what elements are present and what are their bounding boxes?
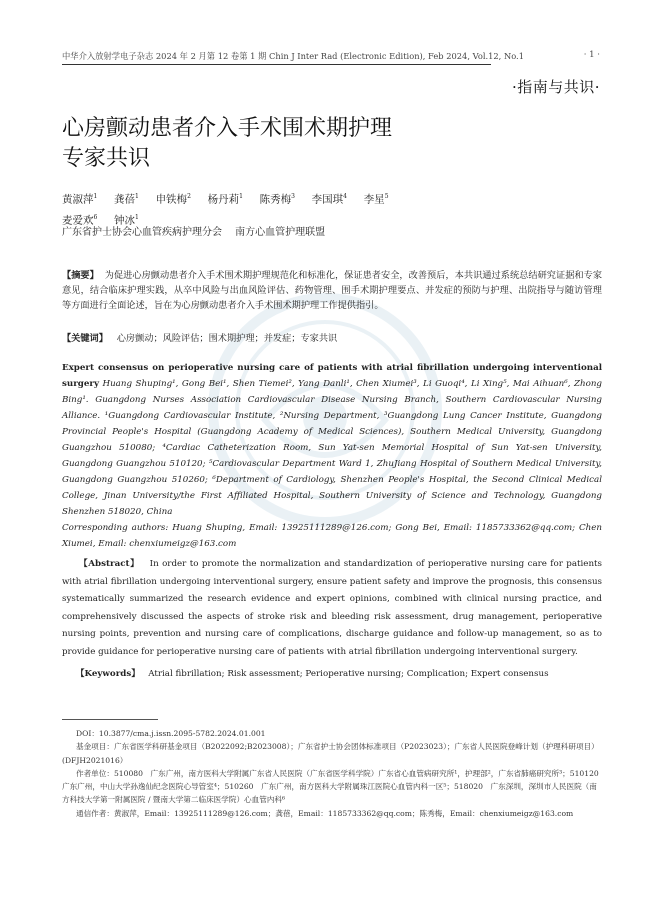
header-rule [62,64,491,65]
keywords-cn-label: 【关键词】 [62,333,108,344]
title-line-2: 专家共识 [62,146,151,171]
english-affiliation-org: Guangdong Nurses Association Cardiovascular Disease Nursing Branch, Southern Cardiovascular Nursing Alliance. [62,395,602,421]
page-number: · 1 · [583,50,600,60]
footnote-funding: 基金项目：广东省医学科研基金项目（B2022092;B2023008）；广东省护士协会团体标准项目（P2023023）；广东省人民医院登峰计划（护理科研项目）(DFJH2021016） [62,742,599,765]
abstract-en-label: 【Abstract】 [78,559,140,569]
abstract-en [62,556,602,661]
article-title [62,114,392,174]
author-sup: 5 [384,193,389,200]
english-authors: Huang Shuping¹, Gong Bei¹, Shen Tiemei², Yang Danli¹, Chen Xiumei³, Li Guoqi⁴, Li Xing⁵, Mai Aihuan⁶, Zhong Bing¹. [62,379,602,405]
journal-header: 中华介入放射学电子杂志 2024 年 2 月第 12 卷第 1 期 Chin J Inter Rad (Electronic Edition), Feb 2024, Vol.12, No.1 [62,51,524,61]
english-title-part1: Expert consensus on perioperative nursing care of patients with atrial fibrillation undergoing [62,363,530,373]
corresponding-authors: Corresponding authors: Huang Shuping, Email: 13925111289@126.com; Gong Bei, Email: 1185733362@qq.com; Chen Xiumei, Email: chenxiumeigz@163.com [62,523,602,549]
author-name: 龚蓓 [114,193,136,206]
abstract-cn-text: 为促进心房颤动患者介入手术围术期护理规范化和标准化，保证患者安全，改善预后，本共识通过系统总结研究证据和专家意见，结合临床护理实践，从卒中风险与出血风险评估、药物管理、围手术期护理要点、并发症的预防与护理、出院指导与随访管理等方面进行全面论述，旨在为心房颤动患者介入手术围术期护理工作提供指引。 [62,270,603,311]
author-name: 申铁梅 [155,193,188,206]
author-sup: 1 [135,213,139,221]
author-name: 钟冰 [114,214,136,226]
english-title-part2: interventional surgery [62,363,602,389]
author-name: 李国琪 [311,193,344,206]
title-line-1: 心房颤动患者介入手术围术期护理 [62,116,393,141]
author-sup: 1 [93,193,98,200]
author-name: 李星 [363,193,385,206]
abstract-cn-label: 【摘要】 [62,270,99,281]
section-label: ·指南与共识· [511,78,600,96]
author-row-1 [62,188,602,209]
keywords-cn-text: 心房颤动；风险评估；围术期护理；并发症；专家共识 [116,333,338,344]
author-name: 黄淑萍 [62,193,94,206]
author-sup: 1 [239,193,243,200]
footnotes [62,727,607,820]
author-sup: 6 [93,213,98,221]
abstract-cn [62,268,602,313]
english-affiliations: ¹Guangdong Cardiovascular Institute, ²Nursing Department, ³Guangdong Lung Cancer Institute, Guangdong Provincial People's Hospital (Guangdong Academy of Medical Sciences), Southern Medical University, Guangdong Guangzhou 510080; ⁴Cardiac Catheterization Room, Sun Yat-sen Memorial Hospital of Sun Yat-sen University, Guangdong Guangzhou 510120; ⁵Cardiovascular Department Ward 1, ZhuJiang Hospital of Southern Medical University, Guangdong Guangzhou 510260; ⁶Department of Cardiology, Shenzhen People's Hospital, the Second Clinical Medical College, Jinan University/the First Affiliated Hospital, Southern University of Science and Technology, Guangdong Shenzhen 518020, China [62,411,602,517]
author-sup: 4 [343,193,347,200]
keywords-en [62,666,602,683]
author-name: 杨丹莉 [207,193,240,206]
author-sup: 3 [291,193,295,200]
abstract-en-text: In order to promote the normalization and standardization of perioperative nursing care for patients with atrial fibrillation undergoing interventional surgery, ensure patient safety and improve the prognosis, this consensus systematically summarized the research evidence and expert opinions, combined with clinical nursing practice, and comprehensively discussed the aspects of stroke risk and bleeding risk assessment, drug management, perioperative nursing points, prevention and nursing care of complications, discharge guidance and follow-up management, so as to provide guidance for perioperative nursing care of patients with atrial fibrillation undergoing interventional surgery. [62,559,602,657]
author-name: 麦爱欢 [62,214,94,226]
footnote-contact: 通信作者：黄淑萍，Email：13925111289@126.com；龚蓓，Email：1185733362@qq.com；陈秀梅，Email：chenxiumeigz@163.com [76,808,574,818]
keywords-en-text: Atrial fibrillation; Risk assessment; Perioperative nursing; Complication; Expert consensus [148,669,549,679]
author-sup: 2 [187,193,191,200]
keywords-en-label: 【Keywords】 [75,669,140,679]
english-header-block [62,360,602,552]
author-name: 陈秀梅 [259,193,292,206]
keywords-cn [62,330,602,344]
footnote-units: 作者单位：510080 广东广州，南方医科大学附属广东省人民医院（广东省医学科学院）广东省心血管病研究所¹，护理部²，广东省肺癌研究所³；510120 广东广州，中山大学孙逸仙纪念医院心导管室⁴；510260 广东广州，南方医科大学附属珠江医院心血管内科一区⁵；518020 广东深圳，深圳市人民医院（南方科技大学第一附属医院 / 暨南大学第二临床医学院）心血管内科⁶ [62,768,607,805]
author-sup: 1 [135,193,139,200]
author-organizations: 广东省护士协会心血管疾病护理分会 南方心血管护理联盟 [62,227,326,238]
footnote-doi: DOI：10.3877/cma.j.issn.2095-5782.2024.01.001 [76,729,266,738]
footnote-rule [62,719,158,720]
